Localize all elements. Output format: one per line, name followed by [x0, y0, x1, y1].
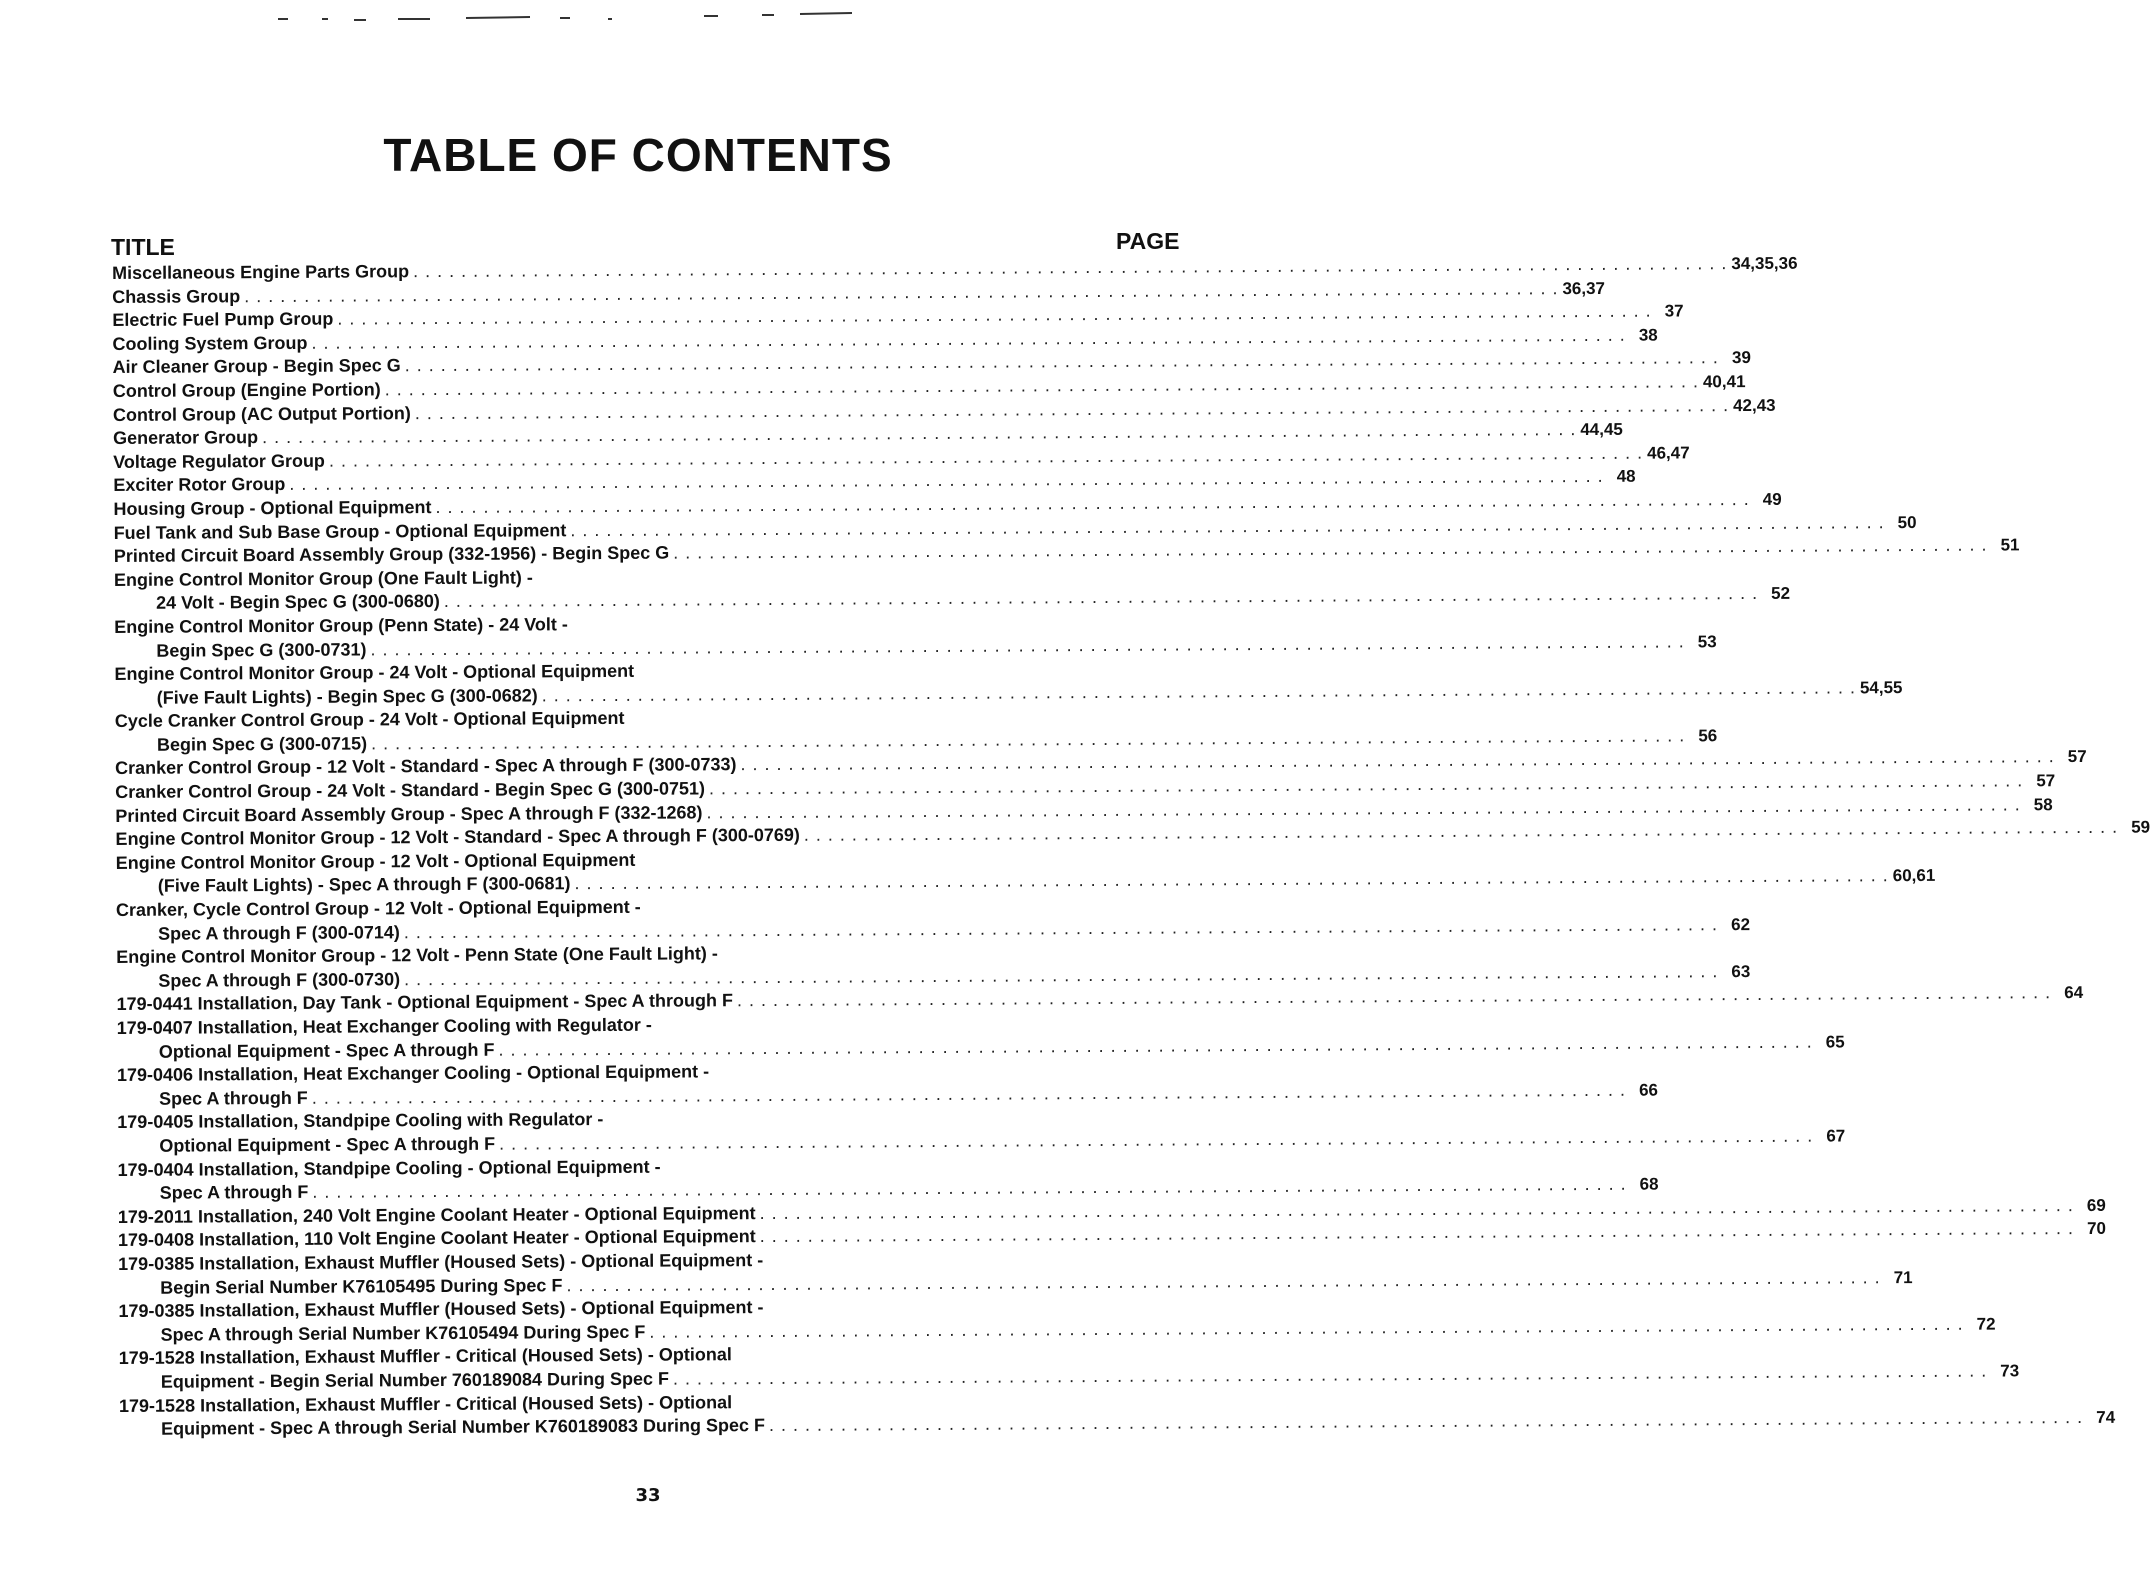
- toc-entry-page: 72: [1976, 1314, 1996, 1334]
- toc-entry-page: 54,55: [1859, 677, 1903, 698]
- toc-entry-title: Optional Equipment - Spec A through F: [158, 1039, 495, 1062]
- toc-entry-page: 58: [2033, 794, 2053, 814]
- dot-leader: . . . . . . . . . . . . . . . . . . . . . . . . . . . . . . . . . . . . . . . . . . . . . . . . . . . . . . . . . . . . . . . . . . . . . . . . . . . . . . . . . . . . . . . . . . . . . . . . . . . . . . . . . . . . . .: [570, 511, 1885, 540]
- toc-entry: [118, 1341, 2020, 1395]
- dot-leader: . . . . . . . . . . . . . . . . . . . . . . . . . . . . . . . . . . . . . . . . . . . . . . . . . . . . . . . . . . . . . . . . . . . . . . . . . . . . . . . . . . . . . . . . . . . . . . . . . . . . . . . . . . . . . .: [706, 794, 2021, 823]
- dot-leader: . . . . . . . . . . . . . . . . . . . . . . . . . . . . . . . . . . . . . . . . . . . . . . . . . . . . . . . . . . . . . . . . . . . . . . . . . . . . . . . . . . . . . . . . . . . . . . . . . . . . . . . . . . . . . .: [673, 534, 1988, 563]
- toc-entry-title: Air Cleaner Group - Begin Spec G: [112, 355, 401, 378]
- toc-entry-title: Engine Control Monitor Group - 12 Volt - Penn State (One Fault Light) -: [116, 943, 718, 968]
- toc-entry-page: 34,35,36: [1731, 253, 1798, 274]
- toc-entry-title: Equipment - Spec A through Serial Number K760189083 During Spec F: [161, 1415, 765, 1439]
- dot-leader: . . . . . . . . . . . . . . . . . . . . . . . . . . . . . . . . . . . . . . . . . . . . . . . . . . . . . . . . . . . . . . . . . . . . . . . . . . . . . . . . . . . . . . . . . . . . . . . . . . . . . . . . . . . . . .: [403, 913, 1719, 942]
- toc-entry-title: Cranker, Cycle Control Group - 12 Volt - Optional Equipment -: [115, 896, 641, 921]
- toc-entry-title: (Five Fault Lights) - Begin Spec G (300-0682): [156, 685, 538, 708]
- toc-entry-title: Engine Control Monitor Group - 12 Volt - Standard - Spec A through F (300-0769): [115, 825, 800, 850]
- toc-entry-title: Fuel Tank and Sub Base Group - Optional Equipment: [113, 519, 567, 543]
- toc-entry-page: 70: [2086, 1219, 2107, 1239]
- dot-leader: . . . . . . . . . . . . . . . . . . . . . . . . . . . . . . . . . . . . . . . . . . . . . . . . . . . . . . . . . . . . . . . . . . . . . . . . . . . . . . . . . . . . . . . . . . . . . . . . . . . . . . . . . . . . . .: [541, 677, 1856, 706]
- dot-leader: . . . . . . . . . . . . . . . . . . . . . . . . . . . . . . . . . . . . . . . . . . . . . . . . . . . . . . . . . . . . . . . . . . . . . . . . . . . . . . . . . . . . . . . . . . . . . . . . . . . . . . . . . . . . . .: [435, 488, 1750, 517]
- table-of-contents-list: [112, 253, 2151, 1441]
- toc-entry-title: Optional Equipment - Spec A through F: [159, 1133, 496, 1156]
- toc-entry-title: Spec A through F: [159, 1181, 309, 1203]
- toc-entry-title: 179-0405 Installation, Standpipe Cooling with Regulator -: [117, 1109, 604, 1133]
- dot-leader: . . . . . . . . . . . . . . . . . . . . . . . . . . . . . . . . . . . . . . . . . . . . . . . . . . . . . . . . . . . . . . . . . . . . . . . . . . . . . . . . . . . . . . . . . . . . . . . . . . . . . . . . . . . . . .: [244, 277, 1559, 306]
- toc-entry-page: 49: [1762, 489, 1782, 509]
- toc-entry-page: 39: [1731, 348, 1751, 368]
- toc-entry-page: 42,43: [1733, 395, 1776, 415]
- toc-entry-page: 69: [2086, 1195, 2106, 1215]
- toc-entry-title: Spec A through F: [159, 1087, 308, 1109]
- toc-entry: [114, 656, 1903, 710]
- toc-entry-page: 56: [1698, 726, 1718, 746]
- toc-entry-page: 67: [1826, 1126, 1846, 1146]
- toc-entry-page: 68: [1639, 1174, 1659, 1194]
- toc-entry: [116, 1058, 1659, 1112]
- toc-entry-title: Generator Group: [113, 427, 259, 449]
- toc-entry-title: 179-1528 Installation, Exhaust Muffler - Critical (Housed Sets) - Optional: [118, 1344, 732, 1369]
- toc-entry-page: 48: [1616, 467, 1636, 487]
- toc-entry-page: 40,41: [1702, 371, 1746, 392]
- toc-entry-page: 63: [1731, 961, 1751, 981]
- toc-entry-title: 24 Volt - Begin Spec G (300-0680): [156, 591, 440, 614]
- scan-artifact-marks: [270, 10, 860, 24]
- toc-entry-title: Begin Spec G (300-0731): [156, 638, 367, 661]
- toc-entry-title: Control Group (Engine Portion): [112, 379, 381, 401]
- toc-entry-page: 37: [1664, 301, 1684, 321]
- toc-entry-page: 57: [2036, 771, 2056, 791]
- toc-entry-page: 71: [1893, 1267, 1913, 1287]
- toc-entry-page: 66: [1638, 1080, 1659, 1100]
- toc-entry-page: 38: [1638, 325, 1658, 345]
- toc-entry: [117, 1152, 1659, 1206]
- toc-entry-title: Cooling System Group: [112, 332, 308, 354]
- toc-entry-page: 46,47: [1647, 443, 1690, 463]
- toc-entry-page: 50: [1897, 512, 1917, 532]
- toc-entry-title: 179-0406 Installation, Heat Exchanger Cooling - Optional Equipment -: [116, 1061, 710, 1086]
- toc-entry-page: 62: [1731, 914, 1751, 934]
- dot-leader: . . . . . . . . . . . . . . . . . . . . . . . . . . . . . . . . . . . . . . . . . . . . . . . . . . . . . . . . . . . . . . . . . . . . . . . . . . . . . . . . . . . . . . . . . . . . . . . . . . . . . . . . . . . . . .: [566, 1266, 1881, 1295]
- dot-leader: . . . . . . . . . . . . . . . . . . . . . . . . . . . . . . . . . . . . . . . . . . . . . . . . . . . . . . . . . . . . . . . . . . . . . . . . . . . . . . . . . . . . . . . . . . . . . . . . . . . . . . . . . . . . . .: [404, 961, 1719, 990]
- toc-entry-title: 179-0385 Installation, Exhaust Muffler (Housed Sets) - Optional Equipment -: [118, 1297, 764, 1322]
- toc-entry-page: 64: [2064, 983, 2084, 1003]
- toc-entry-title: Cranker Control Group - 12 Volt - Standard - Spec A through F (300-0733): [115, 754, 737, 779]
- toc-entry: [116, 940, 1751, 994]
- dot-leader: . . . . . . . . . . . . . . . . . . . . . . . . . . . . . . . . . . . . . . . . . . . . . . . . . . . . . . . . . . . . . . . . . . . . . . . . . . . . . . . . . . . . . . . . . . . . . . . . . . . . . . . . . . . . . .: [312, 1173, 1627, 1202]
- dot-leader: . . . . . . . . . . . . . . . . . . . . . . . . . . . . . . . . . . . . . . . . . . . . . . . . . . . . . . . . . . . . . . . . . . . . . . . . . . . . . . . . . . . . . . . . . . . . . . . . . . . . . . . . . . . . . .: [404, 347, 1719, 376]
- dot-leader: . . . . . . . . . . . . . . . . . . . . . . . . . . . . . . . . . . . . . . . . . . . . . . . . . . . . . . . . . . . . . . . . . . . . . . . . . . . . . . . . . . . . . . . . . . . . . . . . . . . . . . . . . . . . . .: [649, 1313, 1964, 1342]
- dot-leader: . . . . . . . . . . . . . . . . . . . . . . . . . . . . . . . . . . . . . . . . . . . . . . . . . . . . . . . . . . . . . . . . . . . . . . . . . . . . . . . . . . . . . . . . . . . . . . . . . . . . . . . . . . . . . .: [759, 1194, 2074, 1223]
- page-number: 33: [635, 1485, 661, 1506]
- toc-entry-page: 73: [2000, 1361, 2020, 1381]
- toc-entry-page: 65: [1825, 1032, 1845, 1052]
- toc-entry-page: 57: [2067, 747, 2087, 767]
- toc-entry-title: 179-2011 Installation, 240 Volt Engine Coolant Heater - Optional Equipment: [117, 1202, 756, 1227]
- toc-entry-title: Begin Serial Number K76105495 During Spec F: [160, 1274, 563, 1298]
- toc-entry-page: 44,45: [1580, 419, 1623, 440]
- toc-entry-title: (Five Fault Lights) - Spec A through F (300-0681): [157, 873, 571, 897]
- toc-entry-page: 52: [1771, 584, 1791, 604]
- toc-entry-title: Exciter Rotor Group: [113, 474, 286, 496]
- dot-leader: . . . . . . . . . . . . . . . . . . . . . . . . . . . . . . . . . . . . . . . . . . . . . . . . . . . . . . . . . . . . . . . . . . . . . . . . . . . . . . . . . . . . . . . . . . . . . . . . . . . . . . . . . . . . . .: [337, 300, 1652, 329]
- toc-entry-title: Cranker Control Group - 24 Volt - Standard - Begin Spec G (300-0751): [115, 778, 706, 803]
- dot-leader: . . . . . . . . . . . . . . . . . . . . . . . . . . . . . . . . . . . . . . . . . . . . . . . . . . . . . . . . . . . . . . . . . . . . . . . . . . . . . . . . . . . . . . . . . . . . . . . . . . . . . . . . . . . . . .: [498, 1125, 1814, 1154]
- toc-entry-page: 59: [2131, 817, 2151, 837]
- dot-leader: . . . . . . . . . . . . . . . . . . . . . . . . . . . . . . . . . . . . . . . . . . . . . . . . . . . . . . . . . . . . . . . . . . . . . . . . . . . . . . . . . . . . . . . . . . . . . . . . . . . . . . . . . . . . . .: [498, 1031, 1813, 1060]
- toc-entry: [117, 1105, 1846, 1159]
- toc-entry-title: Engine Control Monitor Group - 12 Volt - Optional Equipment: [115, 849, 636, 873]
- toc-entry-title: Spec A through Serial Number K76105494 During Spec F: [160, 1321, 646, 1345]
- column-header-title: TITLE: [111, 234, 175, 260]
- toc-entry-title: 179-0404 Installation, Standpipe Cooling - Optional Equipment -: [117, 1156, 661, 1180]
- toc-entry-title: 179-0408 Installation, 110 Volt Engine Coolant Heater - Optional Equipment: [117, 1226, 756, 1251]
- toc-entry-title: 179-0407 Installation, Heat Exchanger Cooling with Regulator -: [116, 1014, 652, 1038]
- toc-entry-title: Cycle Cranker Control Group - 24 Volt - Optional Equipment: [114, 708, 625, 732]
- toc-entry-page: 74: [2096, 1407, 2116, 1427]
- toc-entry: [115, 892, 1751, 946]
- toc-entry: [115, 845, 1936, 899]
- toc-entry-title: Chassis Group: [112, 285, 241, 307]
- toc-entry-title: 179-0385 Installation, Exhaust Muffler (Housed Sets) - Optional Equipment -: [118, 1249, 764, 1274]
- toc-entry: [114, 704, 1718, 758]
- toc-entry-title: Printed Circuit Board Assembly Group - Spec A through F (332-1268): [115, 802, 703, 826]
- toc-entry-page: 53: [1697, 631, 1717, 651]
- dot-leader: . . . . . . . . . . . . . . . . . . . . . . . . . . . . . . . . . . . . . . . . . . . . . . . . . . . . . . . . . . . . . . . . . . . . . . . . . . . . . . . . . . . . . . . . . . . . . . . . . . . . . . . . . . . . . .: [759, 1218, 2075, 1247]
- toc-entry-title: Equipment - Begin Serial Number 760189084 During Spec F: [160, 1368, 670, 1392]
- toc-entry: [118, 1388, 2116, 1442]
- toc-entry: [113, 562, 1791, 616]
- toc-entry: [116, 1010, 1845, 1064]
- dot-leader: . . . . . . . . . . . . . . . . . . . . . . . . . . . . . . . . . . . . . . . . . . . . . . . . . . . . . . . . . . . . . . . . . . . . . . . . . . . . . . . . . . . . . . . . . . . . . . . . . . . . . . . . . . . . . .: [370, 630, 1685, 659]
- toc-entry-title: Control Group (AC Output Portion): [112, 402, 411, 425]
- dot-leader: . . . . . . . . . . . . . . . . . . . . . . . . . . . . . . . . . . . . . . . . . . . . . . . . . . . . . . . . . . . . . . . . . . . . . . . . . . . . . . . . . . . . . . . . . . . . . . . . . . . . . . . . . . . . . .: [574, 865, 1889, 894]
- toc-entry-title: Engine Control Monitor Group (One Fault Light) -: [113, 567, 533, 590]
- page-title: TABLE OF CONTENTS: [383, 129, 893, 181]
- toc-entry-title: Spec A through F (300-0730): [158, 969, 401, 991]
- dot-leader: . . . . . . . . . . . . . . . . . . . . . . . . . . . . . . . . . . . . . . . . . . . . . . . . . . . . . . . . . . . . . . . . . . . . . . . . . . . . . . . . . . . . . . . . . . . . . . . . . . . . . . . . . . . . . .: [736, 982, 2052, 1011]
- dot-leader: . . . . . . . . . . . . . . . . . . . . . . . . . . . . . . . . . . . . . . . . . . . . . . . . . . . . . . . . . . . . . . . . . . . . . . . . . . . . . . . . . . . . . . . . . . . . . . . . . . . . . . . . . . . . . .: [413, 253, 1728, 282]
- toc-entry-title: Spec A through F (300-0714): [158, 921, 400, 944]
- dot-leader: . . . . . . . . . . . . . . . . . . . . . . . . . . . . . . . . . . . . . . . . . . . . . . . . . . . . . . . . . . . . . . . . . . . . . . . . . . . . . . . . . . . . . . . . . . . . . . . . . . . . . . . . . . . . . .: [328, 442, 1644, 471]
- toc-entry: [114, 609, 1717, 663]
- toc-entry-title: Voltage Regulator Group: [113, 450, 325, 472]
- dot-leader: . . . . . . . . . . . . . . . . . . . . . . . . . . . . . . . . . . . . . . . . . . . . . . . . . . . . . . . . . . . . . . . . . . . . . . . . . . . . . . . . . . . . . . . . . . . . . . . . . . . . . . . . . . . . . .: [311, 1079, 1627, 1108]
- toc-entry-title: Housing Group - Optional Equipment: [113, 496, 432, 519]
- dot-leader: . . . . . . . . . . . . . . . . . . . . . . . . . . . . . . . . . . . . . . . . . . . . . . . . . . . . . . . . . . . . . . . . . . . . . . . . . . . . . . . . . . . . . . . . . . . . . . . . . . . . . . . . . . . . . .: [311, 324, 1626, 353]
- dot-leader: . . . . . . . . . . . . . . . . . . . . . . . . . . . . . . . . . . . . . . . . . . . . . . . . . . . . . . . . . . . . . . . . . . . . . . . . . . . . . . . . . . . . . . . . . . . . . . . . . . . . . . . . . . . . . .: [414, 394, 1730, 423]
- toc-entry-title: Engine Control Monitor Group - 24 Volt - Optional Equipment: [114, 660, 635, 685]
- dot-leader: . . . . . . . . . . . . . . . . . . . . . . . . . . . . . . . . . . . . . . . . . . . . . . . . . . . . . . . . . . . . . . . . . . . . . . . . . . . . . . . . . . . . . . . . . . . . . . . . . . . . . . . . . . . . . .: [443, 583, 1759, 612]
- dot-leader: . . . . . . . . . . . . . . . . . . . . . . . . . . . . . . . . . . . . . . . . . . . . . . . . . . . . . . . . . . . . . . . . . . . . . . . . . . . . . . . . . . . . . . . . . . . . . . . . . . . . . . . . . . . . . .: [262, 419, 1577, 448]
- toc-entry-title: Electric Fuel Pump Group: [112, 308, 334, 331]
- dot-leader: . . . . . . . . . . . . . . . . . . . . . . . . . . . . . . . . . . . . . . . . . . . . . . . . . . . . . . . . . . . . . . . . . . . . . . . . . . . . . . . . . . . . . . . . . . . . . . . . . . . . . . . . . . . . . .: [803, 817, 2119, 846]
- dot-leader: . . . . . . . . . . . . . . . . . . . . . . . . . . . . . . . . . . . . . . . . . . . . . . . . . . . . . . . . . . . . . . . . . . . . . . . . . . . . . . . . . . . . . . . . . . . . . . . . . . . . . . . . . . . . . .: [672, 1360, 1988, 1389]
- dot-leader: . . . . . . . . . . . . . . . . . . . . . . . . . . . . . . . . . . . . . . . . . . . . . . . . . . . . . . . . . . . . . . . . . . . . . . . . . . . . . . . . . . . . . . . . . . . . . . . . . . . . . . . . . . . . . .: [384, 371, 1700, 400]
- dot-leader: . . . . . . . . . . . . . . . . . . . . . . . . . . . . . . . . . . . . . . . . . . . . . . . . . . . . . . . . . . . . . . . . . . . . . . . . . . . . . . . . . . . . . . . . . . . . . . . . . . . . . . . . . . . . . .: [370, 725, 1686, 754]
- toc-entry-title: Miscellaneous Engine Parts Group: [112, 261, 410, 283]
- toc-entry-title: 179-1528 Installation, Exhaust Muffler - Critical (Housed Sets) - Optional: [118, 1391, 733, 1416]
- toc-entry-title: Begin Spec G (300-0715): [156, 733, 368, 755]
- column-header-page: PAGE: [1116, 228, 1180, 254]
- toc-entry-title: Engine Control Monitor Group (Penn State) - 24 Volt -: [114, 614, 568, 637]
- toc-entry-page: 36,37: [1562, 278, 1606, 298]
- dot-leader: . . . . . . . . . . . . . . . . . . . . . . . . . . . . . . . . . . . . . . . . . . . . . . . . . . . . . . . . . . . . . . . . . . . . . . . . . . . . . . . . . . . . . . . . . . . . . . . . . . . . . . . . . . . . . .: [768, 1407, 2084, 1436]
- dot-leader: . . . . . . . . . . . . . . . . . . . . . . . . . . . . . . . . . . . . . . . . . . . . . . . . . . . . . . . . . . . . . . . . . . . . . . . . . . . . . . . . . . . . . . . . . . . . . . . . . . . . . . . . . . . . . .: [289, 466, 1604, 495]
- toc-entry: [118, 1294, 1996, 1348]
- toc-entry-title: 179-0441 Installation, Day Tank - Optional Equipment - Spec A through F: [116, 990, 734, 1015]
- toc-entry: [118, 1246, 1913, 1300]
- dot-leader: . . . . . . . . . . . . . . . . . . . . . . . . . . . . . . . . . . . . . . . . . . . . . . . . . . . . . . . . . . . . . . . . . . . . . . . . . . . . . . . . . . . . . . . . . . . . . . . . . . . . . . . . . . . . . .: [740, 746, 2055, 775]
- toc-entry-page: 60,61: [1892, 866, 1936, 886]
- toc-entry-page: 51: [2000, 535, 2020, 555]
- toc-entry-title: Printed Circuit Board Assembly Group (332-1956) - Begin Spec G: [113, 542, 670, 567]
- dot-leader: . . . . . . . . . . . . . . . . . . . . . . . . . . . . . . . . . . . . . . . . . . . . . . . . . . . . . . . . . . . . . . . . . . . . . . . . . . . . . . . . . . . . . . . . . . . . . . . . . . . . . . . . . . . . . .: [708, 770, 2024, 799]
